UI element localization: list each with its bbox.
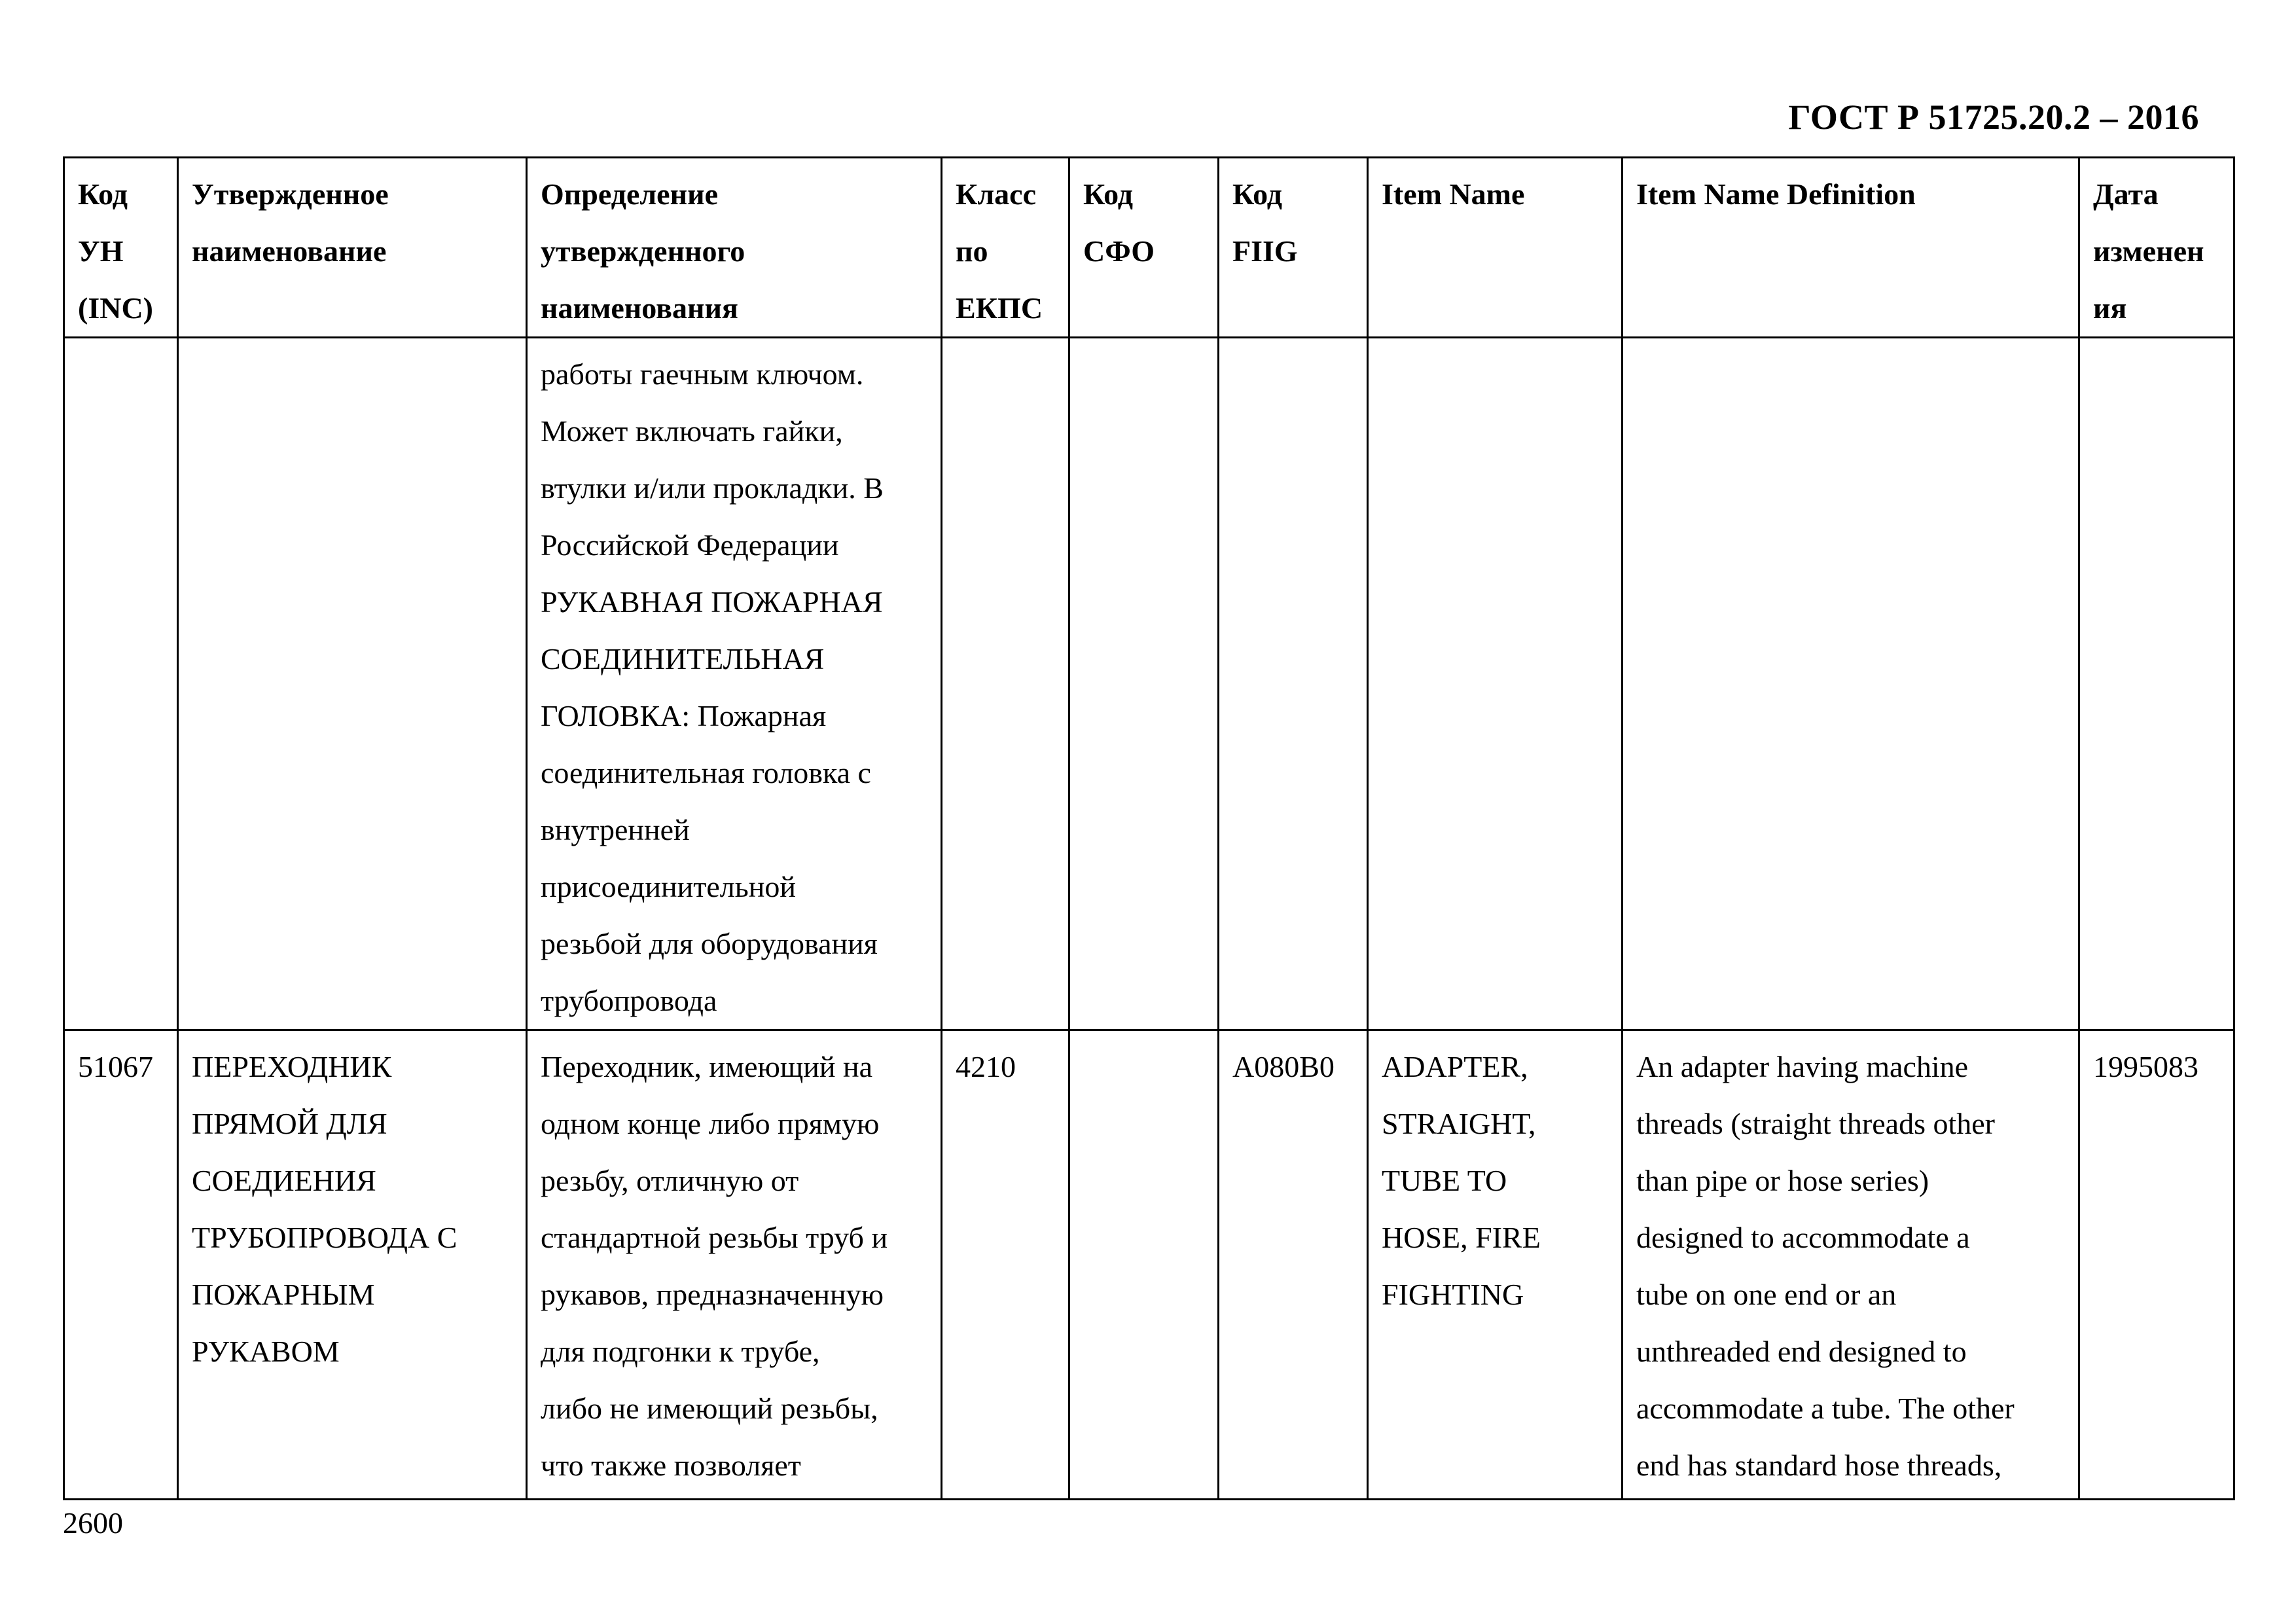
cell-item-name: ADAPTER, STRAIGHT, TUBE TO HOSE, FIRE FIGHTING	[1368, 1030, 1623, 1500]
header-inc: Код УН (INC)	[64, 158, 178, 338]
cell-item-name	[1368, 338, 1623, 1030]
header-item-name: Item Name	[1368, 158, 1623, 338]
header-row	[64, 158, 2234, 338]
cell-item-name-definition	[1623, 338, 2079, 1030]
cell-definition: Переходник, имеющий на одном конце либо прямую резьбу, отличную от стандартной резьбы труб и рукавов, предназначенную для подгонки к трубе, либо не имеющий резьбы, что также позволяет	[527, 1030, 942, 1500]
cell-approved-name	[178, 338, 527, 1030]
document-header: ГОСТ Р 51725.20.2 – 2016	[1788, 98, 2199, 137]
catalog-table	[63, 156, 2235, 1500]
cell-sfo-code	[1069, 1030, 1219, 1500]
header-change-date: Дата изменен ия	[2079, 158, 2234, 338]
cell-definition: работы гаечным ключом. Может включать гайки, втулки и/или прокладки. В Российской Федерации РУКАВНАЯ ПОЖАРНАЯ СОЕДИНИТЕЛЬНАЯ ГОЛОВКА: Пожарная соединительная головка с внутренней присоединительной резьбой для оборудования трубопровода	[527, 338, 942, 1030]
table-row	[64, 338, 2234, 1030]
header-item-name-definition: Item Name Definition	[1623, 158, 2079, 338]
cell-change-date: 1995083	[2079, 1030, 2234, 1500]
header-approved-name: Утвержденное наименование	[178, 158, 527, 338]
cell-fiig	[1219, 338, 1368, 1030]
cell-item-name-definition: An adapter having machine threads (straight threads other than pipe or hose series) designed to accommodate a tube on one end or an unthreaded end designed to accommodate a tube. The other end has standard hose threads,	[1623, 1030, 2079, 1500]
header-class: Класс по ЕКПС	[942, 158, 1069, 338]
header-fiig: Код FIIG	[1219, 158, 1368, 338]
table-row	[64, 1030, 2234, 1500]
header-definition: Определение утвержденного наименования	[527, 158, 942, 338]
cell-class: 4210	[942, 1030, 1069, 1500]
cell-class	[942, 338, 1069, 1030]
page-number: 2600	[63, 1506, 123, 1540]
cell-fiig: A080B0	[1219, 1030, 1368, 1500]
cell-inc	[64, 338, 178, 1030]
cell-inc: 51067	[64, 1030, 178, 1500]
cell-sfo-code	[1069, 338, 1219, 1030]
cell-approved-name: ПЕРЕХОДНИК ПРЯМОЙ ДЛЯ СОЕДИЕНИЯ ТРУБОПРОВОДА С ПОЖАРНЫМ РУКАВОМ	[178, 1030, 527, 1500]
cell-change-date	[2079, 338, 2234, 1030]
header-sfo-code: Код СФО	[1069, 158, 1219, 338]
